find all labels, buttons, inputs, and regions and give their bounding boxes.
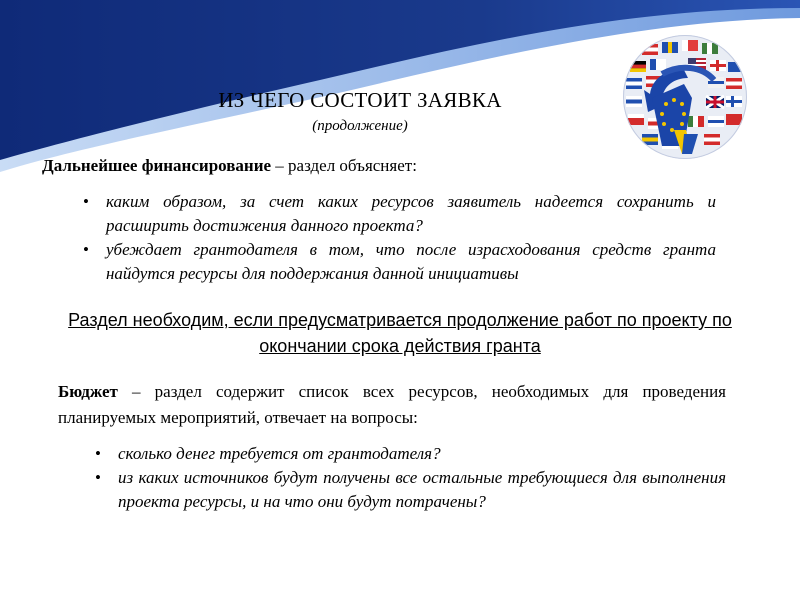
necessity-note-line2: окончании срока действия гранта: [259, 336, 541, 356]
budget-dash: –: [117, 382, 155, 401]
necessity-note: [40, 307, 760, 359]
budget-intro: [58, 379, 726, 431]
budget-list: [92, 442, 726, 514]
further-financing-term: Дальнейшее финансирование: [42, 156, 272, 175]
list-item: • из каких источников будут получены все остальные требующиеся для выполнения проекта ресурсы, и на что они будут потрачены?: [92, 466, 726, 514]
further-financing-list: [80, 190, 716, 286]
budget-text: раздел содержит список всех ресурсов, необходимых для проведения планируемых мероприятий, отвечает на вопросы:: [58, 382, 726, 427]
list-item: • каким образом, за счет каких ресурсов заявитель надеется сохранить и расширить достижения данного проекта?: [80, 190, 716, 238]
budget-term: Бюджет: [58, 382, 118, 401]
necessity-note-line1: Раздел необходим, если предусматривается продолжение работ по проекту по: [68, 310, 732, 330]
further-financing-text: раздел объясняет:: [288, 156, 417, 175]
slide-title: ИЗ ЧЕГО СОСТОИТ ЗАЯВКА: [218, 88, 502, 112]
slide-subtitle: (продолжение): [312, 118, 408, 134]
list-item: • сколько денег требуется от грантодателя?: [92, 442, 726, 466]
further-financing-dash: –: [271, 156, 289, 175]
list-item: • убеждает грантодателя в том, что после израсходования средств гранта найдутся ресурсы для поддержания данной инициативы: [80, 238, 716, 286]
globe-with-flags-icon: [622, 34, 748, 160]
further-financing-intro: [42, 154, 417, 177]
